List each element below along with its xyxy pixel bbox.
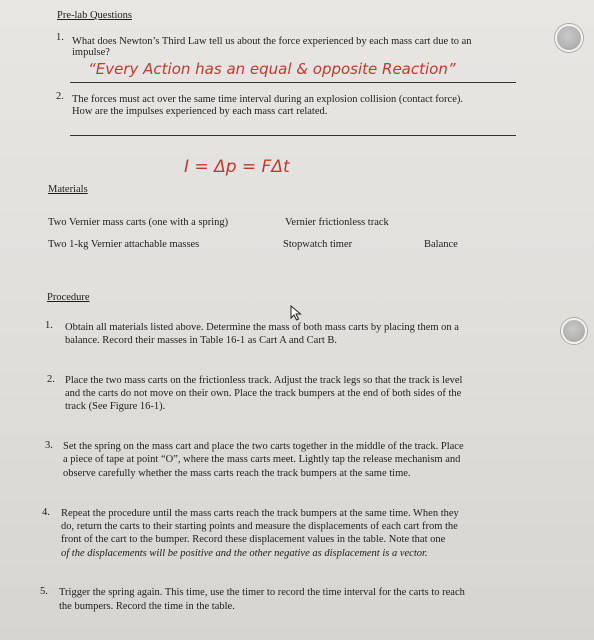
materials-heading: Materials: [48, 184, 88, 195]
step-1-line2: balance. Record their masses in Table 16-1 as Cart A and Cart B.: [65, 335, 338, 346]
q1-text-line2: impulse?: [72, 47, 110, 58]
binder-hole-top: [555, 24, 583, 52]
step-4-line1: Repeat the procedure until the mass carts reach the track bumpers at the same time. When they: [61, 508, 459, 519]
step-2-line1: Place the two mass carts on the frictionless track. Adjust the track legs so that the track is level: [65, 375, 463, 386]
step-1-line1: Obtain all materials listed above. Determine the mass of both mass carts by placing them on a: [65, 322, 459, 333]
q2-answer-line: [70, 135, 516, 136]
q2-text-line1: The forces must act over the same time interval during an explosion collision (contact force).: [72, 94, 463, 105]
prelab-heading: Pre-lab Questions: [57, 10, 132, 21]
step-5-line2: the bumpers. Record the time in the table.: [59, 601, 235, 612]
q1-text-line1: What does Newton’s Third Law tell us about the force experienced by each mass cart due to an: [72, 36, 472, 47]
step-3-line2: a piece of tape at point “O”, where the mass carts meet. Lightly tap the release mechanism and: [63, 454, 461, 465]
step-4-line3: front of the cart to the bumper. Record these displacement values in the table. Note that one: [61, 534, 446, 545]
step-4-number: 4.: [42, 507, 50, 518]
step-2-number: 2.: [47, 374, 55, 385]
material-item-balance: Balance: [424, 239, 458, 250]
step-1-number: 1.: [45, 320, 53, 331]
q2-text-line2: How are the impulses experienced by each mass cart related.: [72, 106, 328, 117]
q1-number: 1.: [56, 32, 64, 43]
material-item-carts: Two Vernier mass carts (one with a spring): [48, 217, 229, 228]
step-3-line3: observe carefully whether the mass carts reach the track bumpers at the same time.: [63, 468, 411, 479]
material-item-track: Vernier frictionless track: [285, 217, 389, 228]
step-2-line2: and the carts do not move on their own. Place the track bumpers at the end of both sides of the: [65, 388, 462, 399]
mouse-pointer-icon: [290, 305, 302, 321]
step-5-number: 5.: [40, 586, 48, 597]
step-3-line1: Set the spring on the mass cart and place the two carts together in the middle of the track. Place: [63, 441, 464, 452]
material-item-masses: Two 1-kg Vernier attachable masses: [48, 239, 200, 250]
step-3-number: 3.: [45, 440, 53, 451]
q2-handwritten-answer: I = Δp = FΔt: [184, 157, 290, 177]
step-4-line2: do, return the carts to their starting points and measure the displacements of each cart from the: [61, 521, 458, 532]
step-4-line4: of the displacements will be positive and the other negative as displacement is a vector.: [61, 548, 428, 559]
step-2-line3: track (See Figure 16-1).: [65, 401, 166, 412]
procedure-heading: Procedure: [47, 292, 90, 303]
q1-handwritten-answer: “Every Action has an equal & opposite Reaction”: [88, 60, 456, 78]
q2-number: 2.: [56, 91, 64, 102]
q1-answer-line: [70, 82, 516, 83]
binder-hole-middle: [561, 318, 587, 344]
material-item-timer: Stopwatch timer: [283, 239, 353, 250]
step-5-line1: Trigger the spring again. This time, use the timer to record the time interval for the carts to reach: [59, 587, 465, 598]
